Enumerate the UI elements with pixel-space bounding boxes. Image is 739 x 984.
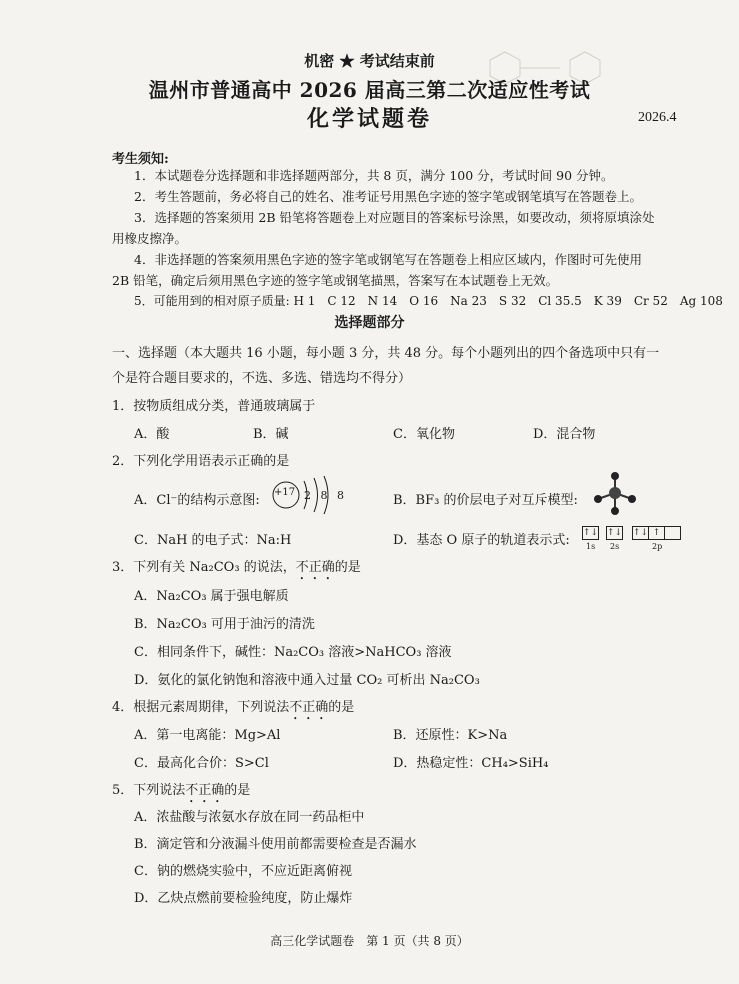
- q3-option-d: D．氨化的氯化钠饱和溶液中通入过量 CO₂ 可析出 Na₂CO₃: [134, 673, 480, 688]
- q3-stem-end: 的是: [334, 560, 361, 575]
- q2-option-a: A．Cl⁻的结构示意图:: [134, 493, 260, 508]
- nucleus-charge: +17: [274, 487, 296, 498]
- q4-stem: [112, 696, 354, 723]
- label-1s: 1s: [586, 542, 596, 551]
- q1-option-a: A．酸: [134, 427, 170, 442]
- paper-title: 化学试题卷: [306, 106, 432, 132]
- q4-option-a: A．第一电离能：Mg>Al: [134, 728, 281, 743]
- q5-option-c: C．钠的燃烧实验中，不应近距离俯视: [134, 864, 352, 879]
- q4-option-b: B．还原性：K>Na: [393, 728, 508, 743]
- notice-item-1: 1．本试题卷分选择题和非选择题两部分，共 8 页，满分 100 分，考试时间 90 分钟。: [134, 168, 614, 183]
- bf3-vsepr-model: [590, 471, 640, 517]
- confidential-label: 机密 ★ 考试结束前: [304, 52, 435, 70]
- notice-item-4-line1: 4．非选择题的答案须用黑色字迹的签字笔或钢笔写在答题卷上相应区域内，作图时可先使用: [134, 252, 642, 267]
- label-2s: 2s: [610, 542, 620, 551]
- q5-stem-start: 5．下列说法: [112, 783, 186, 798]
- section-title: 选择题部分: [334, 315, 405, 331]
- q4-stem-end: 的是: [328, 700, 355, 715]
- q1-option-d: D．混合物: [533, 427, 596, 442]
- q2-option-c: C．NaH 的电子式：Na:H: [134, 533, 292, 548]
- notice-item-5: 5．可能用到的相对原子质量: H 1 C 12 N 14 O 16 Na 23 S 32 Cl 35.5 K 39 Cr 52 Ag 108: [134, 294, 723, 308]
- q4-option-c: C．最高化合价：S>Cl: [134, 756, 269, 771]
- q3-option-a: A．Na₂CO₃ 属于强电解质: [134, 589, 289, 604]
- q3-stem-emphasis: 不正确: [295, 560, 335, 575]
- q1-option-c: C．氧化物: [393, 427, 455, 442]
- q2-option-b: B．BF₃ 的价层电子对互斥模型:: [393, 493, 578, 508]
- q5-stem: [112, 779, 250, 806]
- part1-instructions-line1: 一、选择题（本大题共 16 小题，每小题 3 分，共 48 分。每个小题列出的四个备选项中只有一: [112, 346, 660, 361]
- q3-option-b: B．Na₂CO₃ 可用于油污的清洗: [134, 617, 315, 632]
- orbital-1s: ↑↓: [583, 528, 599, 538]
- q5-option-a: A．浓盐酸与浓氨水存放在同一药品柜中: [134, 810, 365, 825]
- part1-instructions-line2: 个是符合题目要求的，不选、多选、错选均不得分）: [112, 371, 412, 386]
- orbital-2p-3: [664, 526, 681, 540]
- q4-option-d: D．热稳定性：CH₄>SiH₄: [393, 756, 549, 771]
- q3-stem-start: 3．下列有关 Na₂CO₃ 的说法，: [112, 560, 296, 575]
- orbital-2s: ↑↓: [607, 528, 623, 538]
- q5-option-b: B．滴定管和分液漏斗使用前都需要检查是否漏水: [134, 837, 417, 852]
- notice-item-3-line2: 用橡皮擦净。: [112, 231, 188, 246]
- orbital-2p-1: ↑↓: [633, 528, 649, 538]
- q3-stem: [112, 556, 361, 583]
- label-2p: 2p: [652, 542, 663, 551]
- q1-option-b: B．碱: [253, 427, 289, 442]
- notice-item-2: 2．考生答题前，务必将自己的姓名、准考证号用黑色字迹的签字笔或钢笔填写在答题卷上。: [134, 189, 642, 204]
- q3-option-c: C．相同条件下，碱性：Na₂CO₃ 溶液>NaHCO₃ 溶液: [134, 645, 452, 660]
- page-footer: 高三化学试题卷 第 1 页（共 8 页）: [270, 934, 469, 948]
- q1-stem: 1．按物质组成分类，普通玻璃属于: [112, 399, 316, 414]
- notice-item-3-line1: 3．选择题的答案须用 2B 铅笔将答题卷上对应题目的答案标号涂黑，如要改动，须将原填涂处: [134, 210, 655, 225]
- q2-stem: 2．下列化学用语表示正确的是: [112, 454, 290, 469]
- q2-option-d: D．基态 O 原子的轨道表示式:: [393, 533, 570, 548]
- q4-stem-start: 4．根据元素周期律，下列说法: [112, 700, 290, 715]
- orbital-2p-2: ↑: [648, 526, 665, 540]
- exam-title: 温州市普通高中 2026 届高三第二次适应性考试: [148, 78, 591, 102]
- vsepr-model-drawing: [590, 471, 640, 517]
- exam-date: 2026.4: [638, 110, 677, 125]
- notice-item-4-line2: 2B 铅笔，确定后须用黑色字迹的签字笔或钢笔描黑，答案写在本试题卷上无效。: [112, 273, 559, 288]
- q5-stem-emphasis: 不正确: [185, 783, 225, 798]
- oxygen-orbital-diagram: [582, 526, 692, 556]
- notice-heading: 考生须知:: [112, 152, 169, 167]
- q4-stem-emphasis: 不正确: [289, 700, 329, 715]
- q5-stem-end: 的是: [224, 783, 251, 798]
- q5-option-d: D．乙炔点燃前要检验纯度，防止爆炸: [134, 891, 353, 906]
- chloride-ion-structure-diagram: [270, 473, 347, 517]
- electron-shells: 2 8 8: [304, 489, 347, 502]
